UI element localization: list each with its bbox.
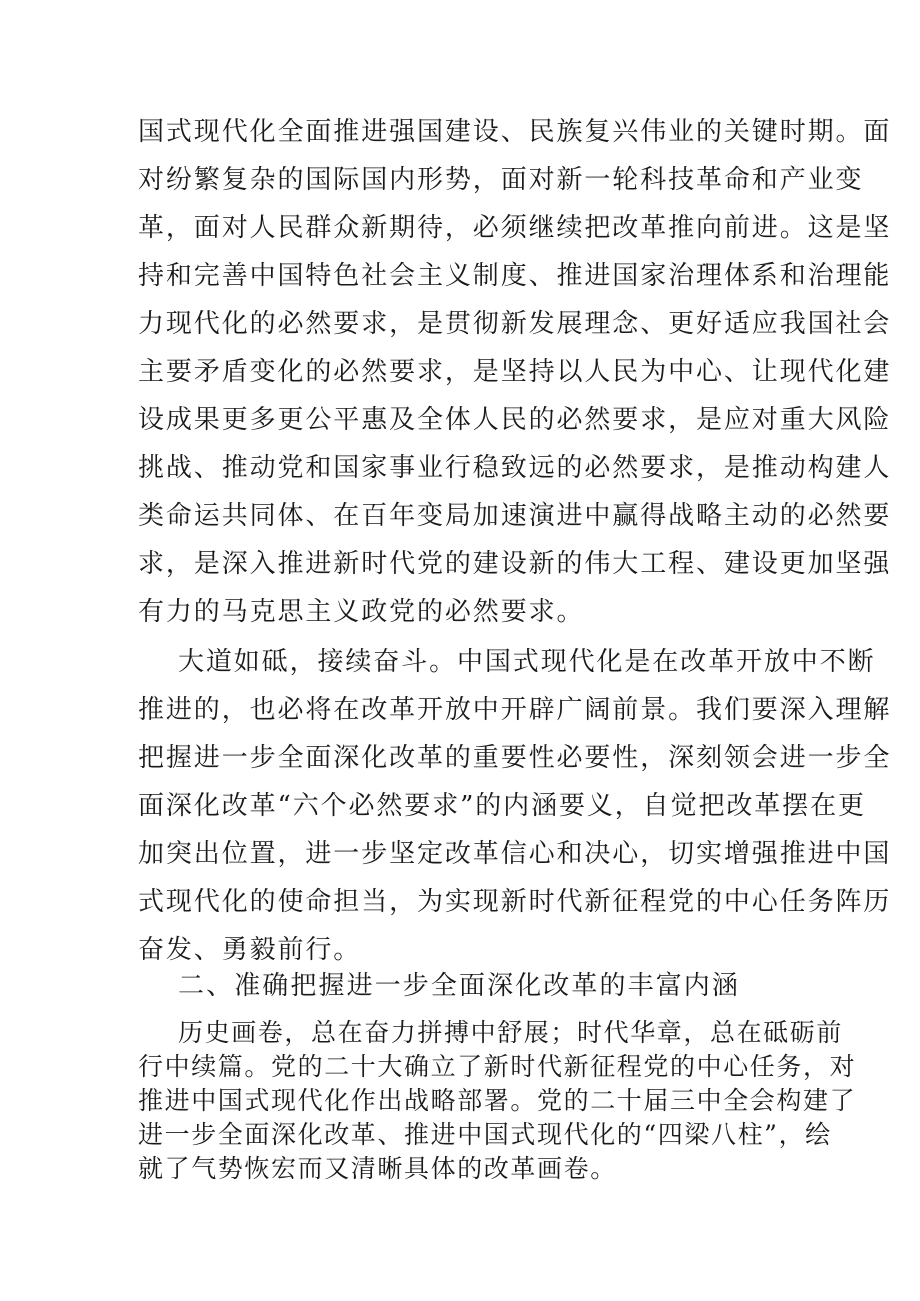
paragraph-line: 对纷繁复杂的国际国内形势，面对新一轮科技革命和产业变 [138,165,864,195]
paragraph-line: 挑战、推动党和国家事业行稳致远的必然要求，是推动构建人 [138,453,892,483]
paragraph-line: 就了气势恢宏而又清晰具体的改革画卷。 [138,1154,617,1183]
paragraph-line: 国式现代化全面推进强国建设、民族复兴伟业的关键时期。面 [138,117,892,147]
paragraph-line: 类命运共同体、在百年变局加速演进中赢得战略主动的必然要 [138,501,892,531]
paragraph-line: 进一步全面深化改革、推进中国式现代化的“四梁八柱”，绘 [138,1120,832,1149]
paragraph-line: 大道如砥，接续奋斗。中国式现代化是在改革开放中不断 [178,647,876,677]
paragraph-line: 加突出位置，进一步坚定改革信心和决心，切实增强推进中国 [138,839,892,869]
paragraph-line: 革，面对人民群众新期待，必须继续把改革推向前进。这是坚 [138,213,892,243]
paragraph-line: 有力的马克思主义政党的必然要求。 [138,597,585,627]
paragraph-line: 奋发、勇毅前行。 [138,935,362,965]
section-heading: 二、准确把握进一步全面深化改革的丰富内涵 [178,971,741,1001]
paragraph-line: 历史画卷，总在奋力拼搏中舒展；时代华章，总在砥砺前 [178,1018,844,1047]
paragraph-line: 行中续篇。党的二十大确立了新时代新征程党的中心任务，对 [138,1052,857,1081]
paragraph-line: 把握进一步全面深化改革的重要性必要性，深刻领会进一步全 [138,743,892,773]
paragraph-line: 主要矛盾变化的必然要求，是坚持以人民为中心、让现代化建 [138,357,892,387]
paragraph-line: 推进的，也必将在改革开放中开辟广阔前景。我们要深入理解 [138,695,892,725]
paragraph-line: 持和完善中国特色社会主义制度、推进国家治理体系和治理能 [138,261,892,291]
paragraph-line: 式现代化的使命担当，为实现新时代新征程党的中心任务阵历 [138,887,892,917]
paragraph-line: 面深化改革“六个必然要求”的内涵要义，自觉把改革摆在更 [138,791,866,821]
paragraph-line: 求，是深入推进新时代党的建设新的伟大工程、建设更加坚强 [138,549,892,579]
paragraph-line: 力现代化的必然要求，是贯彻新发展理念、更好适应我国社会 [138,309,892,339]
paragraph-line: 设成果更多更公平惠及全体人民的必然要求，是应对重大风险 [138,405,892,435]
paragraph-line: 推进中国式现代化作出战略部署。党的二十届三中全会构建了 [138,1086,857,1115]
